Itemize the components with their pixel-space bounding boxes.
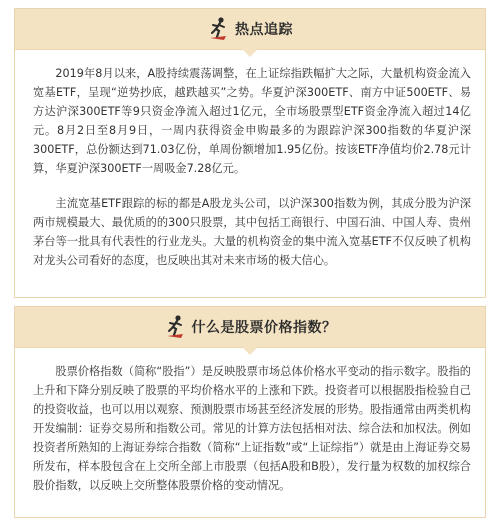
- stock-index-body: [15, 348, 485, 505]
- stock-index-header: [15, 307, 485, 348]
- hot-tracking-paragraph-2: 主流宽基ETF跟踪的标的都是A股龙头公司，以沪深300指数为例，其成分股为沪深两市规模最大、最优质的的300只股票，其中包括工商银行、中国石油、中国人寿、贵州茅台等一批具有代表性的行业龙头。大量的机构资金的集中流入宽基ETF不仅反映了机构对龙头公司看好的态度，也反映出其对未来市场的极大信心。: [33, 197, 471, 267]
- hot-tracking-title-wrap: [207, 16, 293, 42]
- hot-tracking-card: [14, 8, 486, 298]
- header-notch: [242, 347, 258, 355]
- hot-tracking-body: [15, 50, 485, 280]
- hot-tracking-header: [15, 9, 485, 50]
- header-notch: [242, 49, 258, 57]
- running-figure-icon: [164, 314, 186, 340]
- stock-index-title: 什么是股票价格指数？: [191, 320, 337, 336]
- stock-index-paragraph-1: 股票价格指数（简称“股指”）是反映股票市场总体价格水平变动的指示数字。股指的上升和下降分别反映了股票的平均价格水平的上涨和下跌。投资者可以根据股指检验自己的投资收益，也可以用以观察、预测股票市场甚至经济发展的形势。股指通常由两类机构开发编制：证券交易所和指数公司。常见的计算方法包括相对法、综合法和加权法。例如投资者所熟知的上海证券综合指数（简称“上证指数”或“上证综指”）就是由上海证券交易所发布，样本股包含在上交所全部上市股票（包括A股和B股），发行量为权数的加权综合股价指数，以反映上交所整体股票价格的变动情况。: [33, 365, 471, 492]
- stock-index-title-wrap: [164, 314, 337, 340]
- running-figure-icon: [207, 16, 229, 42]
- stock-index-card: [14, 306, 486, 518]
- hot-tracking-title: 热点追踪: [235, 22, 293, 38]
- hot-tracking-paragraph-1: 2019年8月以来，A股持续震荡调整，在上证综指跌幅扩大之际，大量机构资金流入宽基ETF，呈现“逆势抄底，越跌越买”之势。华夏沪深300ETF、南方中证500ETF、易方达沪深300ETF等9只资金净流入超过1亿元，全市场股票型ETF资金净流入超过14亿元。8月2日至8月9日，一周内获得资金申购最多的为跟踪沪深300指数的华夏沪深300ETF，总份额达到71.03亿份，单周份额增加1.95亿份。按该ETF净值均价2.78元计算，华夏沪深300ETF一周吸金7.28亿元。: [33, 67, 471, 175]
